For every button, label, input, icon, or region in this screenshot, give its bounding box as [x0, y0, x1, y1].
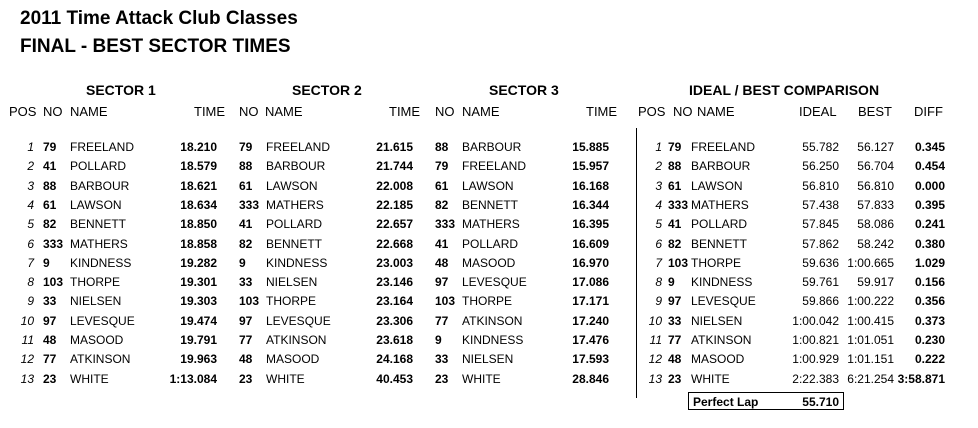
time-cell: 15.885: [572, 140, 609, 154]
time-cell: 15.957: [572, 159, 609, 173]
time-cell: 1:13.084: [169, 372, 217, 386]
no-cell: 79: [239, 140, 253, 154]
no-cell: 77: [435, 314, 449, 328]
pos-cell: 9: [655, 294, 662, 308]
col-pos: POS: [638, 104, 666, 119]
name-cell: POLLARD: [691, 217, 748, 231]
name-cell: MATHERS: [70, 237, 128, 251]
diff-cell: 0.000: [914, 179, 945, 193]
diff-cell: 0.230: [914, 333, 945, 347]
time-cell: 22.668: [376, 237, 413, 251]
pos-cell: 5: [27, 217, 34, 231]
no-cell: 33: [43, 294, 57, 308]
time-cell: 17.086: [572, 275, 609, 289]
pos-cell: 3: [27, 179, 34, 193]
name-cell: LEVESQUE: [462, 275, 527, 289]
time-cell: 16.970: [572, 256, 609, 270]
pos-cell: 5: [655, 217, 662, 231]
time-cell: 23.306: [376, 314, 413, 328]
time-cell: 19.303: [180, 294, 217, 308]
no-cell: 82: [43, 217, 57, 231]
no-cell: 77: [668, 333, 682, 347]
diff-cell: 0.156: [914, 275, 945, 289]
name-cell: LAWSON: [462, 179, 514, 193]
no-cell: 97: [239, 314, 253, 328]
name-cell: BENNETT: [266, 237, 323, 251]
no-cell: 41: [435, 237, 449, 251]
best-cell: 58.242: [857, 237, 894, 251]
pos-cell: 4: [655, 198, 662, 212]
ideal-cell: 2:22.383: [792, 372, 839, 386]
name-cell: MATHERS: [266, 198, 324, 212]
no-cell: 82: [668, 237, 682, 251]
time-cell: 22.657: [376, 217, 413, 231]
no-cell: 48: [435, 256, 449, 270]
time-cell: 18.634: [180, 198, 217, 212]
pos-cell: 7: [655, 256, 662, 270]
time-cell: 18.621: [180, 179, 217, 193]
name-cell: POLLARD: [266, 217, 323, 231]
name-cell: BENNETT: [70, 217, 127, 231]
no-cell: 23: [668, 372, 682, 386]
name-cell: FREELAND: [70, 140, 135, 154]
no-cell: 103: [435, 294, 456, 308]
no-cell: 41: [43, 159, 57, 173]
name-cell: ATKINSON: [691, 333, 752, 347]
pos-cell: 13: [20, 372, 34, 386]
col-no: NO: [673, 104, 693, 119]
name-cell: NIELSEN: [70, 294, 122, 308]
col-name: NAME: [70, 104, 108, 119]
no-cell: 48: [43, 333, 57, 347]
name-cell: BARBOUR: [691, 159, 751, 173]
pos-cell: 11: [649, 333, 662, 347]
col-no: NO: [43, 104, 63, 119]
name-cell: BARBOUR: [462, 140, 522, 154]
no-cell: 33: [239, 275, 253, 289]
name-cell: THORPE: [462, 294, 513, 308]
time-cell: 23.146: [376, 275, 413, 289]
time-cell: 18.579: [180, 159, 217, 173]
name-cell: WHITE: [70, 372, 109, 386]
pos-cell: 2: [27, 159, 34, 173]
diff-cell: 0.395: [914, 198, 945, 212]
name-cell: KINDNESS: [462, 333, 524, 347]
pos-cell: 3: [655, 179, 662, 193]
no-cell: 77: [239, 333, 253, 347]
no-cell: 23: [239, 372, 253, 386]
name-cell: FREELAND: [266, 140, 331, 154]
time-cell: 23.003: [376, 256, 413, 270]
no-cell: 88: [43, 179, 57, 193]
name-cell: MASOOD: [266, 352, 320, 366]
name-cell: FREELAND: [691, 140, 756, 154]
no-cell: 79: [435, 159, 449, 173]
col-best: BEST: [858, 104, 892, 119]
ideal-cell: 59.866: [802, 294, 839, 308]
no-cell: 333: [435, 217, 456, 231]
best-cell: 56.127: [857, 140, 894, 154]
name-cell: MATHERS: [462, 217, 520, 231]
pos-cell: 2: [655, 159, 662, 173]
ideal-cell: 1:00.929: [792, 352, 839, 366]
diff-cell: 0.373: [914, 314, 945, 328]
no-cell: 41: [239, 217, 253, 231]
time-cell: 19.282: [180, 256, 217, 270]
time-cell: 18.858: [180, 237, 217, 251]
perfect-lap-label: Perfect Lap: [693, 395, 759, 409]
no-cell: 33: [668, 314, 682, 328]
name-cell: KINDNESS: [266, 256, 328, 270]
no-cell: 103: [239, 294, 260, 308]
time-cell: 40.453: [376, 372, 413, 386]
no-cell: 97: [43, 314, 57, 328]
no-cell: 61: [43, 198, 57, 212]
name-cell: THORPE: [266, 294, 317, 308]
pos-cell: 13: [648, 372, 662, 386]
pos-cell: 10: [20, 314, 34, 328]
pos-cell: 9: [27, 294, 34, 308]
page-title: 2011 Time Attack Club Classes: [20, 8, 298, 29]
no-cell: 103: [668, 256, 689, 270]
no-cell: 9: [239, 256, 246, 270]
pos-cell: 1: [655, 140, 662, 154]
name-cell: ATKINSON: [462, 314, 523, 328]
no-cell: 9: [668, 275, 675, 289]
col-pos: POS: [9, 104, 37, 119]
sector2-title: SECTOR 2: [292, 82, 362, 98]
time-cell: 16.344: [572, 198, 609, 212]
name-cell: NIELSEN: [266, 275, 318, 289]
ideal-title: IDEAL / BEST COMPARISON: [689, 82, 880, 98]
best-cell: 57.833: [857, 198, 894, 212]
best-cell: 58.086: [857, 217, 894, 231]
diff-cell: 1.029: [914, 256, 945, 270]
best-cell: 1:01.051: [847, 333, 894, 347]
name-cell: KINDNESS: [70, 256, 132, 270]
diff-cell: 0.345: [914, 140, 945, 154]
name-cell: FREELAND: [462, 159, 527, 173]
time-cell: 23.164: [376, 294, 413, 308]
time-cell: 17.240: [572, 314, 609, 328]
best-cell: 1:00.665: [847, 256, 894, 270]
time-cell: 16.168: [572, 179, 609, 193]
time-cell: 28.846: [572, 372, 609, 386]
pos-cell: 8: [27, 275, 34, 289]
time-cell: 22.008: [376, 179, 413, 193]
no-cell: 41: [668, 217, 682, 231]
diff-cell: 0.222: [914, 352, 945, 366]
time-cell: 24.168: [376, 352, 413, 366]
diff-cell: 3:58.871: [897, 372, 945, 386]
time-cell: 21.744: [376, 159, 413, 173]
name-cell: LAWSON: [266, 179, 318, 193]
pos-cell: 12: [648, 352, 662, 366]
pos-cell: 10: [648, 314, 662, 328]
no-cell: 9: [435, 333, 442, 347]
pos-cell: 6: [655, 237, 662, 251]
col-no: NO: [239, 104, 259, 119]
no-cell: 333: [668, 198, 689, 212]
no-cell: 79: [668, 140, 682, 154]
name-cell: LEVESQUE: [266, 314, 331, 328]
ideal-cell: 56.250: [802, 159, 839, 173]
time-cell: 22.185: [376, 198, 413, 212]
pos-cell: 7: [27, 256, 34, 270]
col-name: NAME: [462, 104, 500, 119]
pos-cell: 8: [655, 275, 662, 289]
name-cell: WHITE: [691, 372, 730, 386]
perfect-lap-value: 55.710: [802, 395, 839, 409]
name-cell: MATHERS: [691, 198, 749, 212]
name-cell: LAWSON: [691, 179, 743, 193]
time-cell: 19.474: [180, 314, 217, 328]
col-no: NO: [435, 104, 455, 119]
ideal-cell: 59.761: [802, 275, 839, 289]
name-cell: NIELSEN: [462, 352, 514, 366]
no-cell: 333: [43, 237, 64, 251]
time-cell: 19.963: [180, 352, 217, 366]
time-cell: 16.395: [572, 217, 609, 231]
no-cell: 97: [668, 294, 682, 308]
no-cell: 9: [43, 256, 50, 270]
no-cell: 23: [43, 372, 57, 386]
no-cell: 88: [668, 159, 682, 173]
time-cell: 16.609: [572, 237, 609, 251]
time-cell: 17.593: [572, 352, 609, 366]
name-cell: MASOOD: [691, 352, 745, 366]
time-cell: 21.615: [376, 140, 413, 154]
no-cell: 61: [668, 179, 682, 193]
col-time: TIME: [389, 104, 421, 119]
time-cell: 19.791: [180, 333, 217, 347]
no-cell: 33: [435, 352, 449, 366]
time-cell: 18.850: [180, 217, 217, 231]
name-cell: LAWSON: [70, 198, 122, 212]
time-cell: 17.171: [572, 294, 609, 308]
best-cell: 1:00.415: [847, 314, 894, 328]
no-cell: 88: [239, 159, 253, 173]
name-cell: BENNETT: [691, 237, 748, 251]
best-cell: 6:21.254: [847, 372, 894, 386]
diff-cell: 0.454: [914, 159, 945, 173]
diff-cell: 0.356: [914, 294, 945, 308]
name-cell: BARBOUR: [70, 179, 130, 193]
ideal-cell: 55.782: [802, 140, 839, 154]
name-cell: KINDNESS: [691, 275, 753, 289]
col-diff: DIFF: [914, 104, 943, 119]
name-cell: THORPE: [70, 275, 121, 289]
no-cell: 88: [435, 140, 449, 154]
name-cell: BARBOUR: [266, 159, 326, 173]
time-cell: 23.618: [376, 333, 413, 347]
no-cell: 97: [435, 275, 449, 289]
best-cell: 59.917: [857, 275, 894, 289]
diff-cell: 0.241: [914, 217, 945, 231]
sector3-title: SECTOR 3: [489, 82, 559, 98]
col-name: NAME: [265, 104, 303, 119]
col-name: NAME: [697, 104, 735, 119]
column-divider: [636, 128, 637, 398]
time-cell: 17.476: [572, 333, 609, 347]
ideal-cell: 1:00.042: [792, 314, 839, 328]
name-cell: BENNETT: [462, 198, 519, 212]
ideal-cell: 56.810: [802, 179, 839, 193]
page-subtitle: FINAL - BEST SECTOR TIMES: [20, 36, 291, 57]
pos-cell: 4: [27, 198, 34, 212]
name-cell: POLLARD: [70, 159, 127, 173]
diff-cell: 0.380: [914, 237, 945, 251]
ideal-cell: 57.845: [802, 217, 839, 231]
no-cell: 61: [435, 179, 449, 193]
col-time: TIME: [194, 104, 226, 119]
no-cell: 61: [239, 179, 253, 193]
no-cell: 79: [43, 140, 57, 154]
name-cell: POLLARD: [462, 237, 519, 251]
name-cell: WHITE: [462, 372, 501, 386]
sector1-title: SECTOR 1: [86, 82, 156, 98]
name-cell: ATKINSON: [70, 352, 131, 366]
col-time: TIME: [586, 104, 618, 119]
time-cell: 18.210: [180, 140, 217, 154]
ideal-cell: 57.862: [802, 237, 839, 251]
pos-cell: 1: [27, 140, 34, 154]
perfect-lap-box: [688, 392, 844, 410]
best-cell: 56.810: [857, 179, 894, 193]
pos-cell: 11: [21, 333, 34, 347]
pos-cell: 12: [20, 352, 34, 366]
no-cell: 82: [239, 237, 253, 251]
best-cell: 56.704: [857, 159, 894, 173]
name-cell: LEVESQUE: [691, 294, 756, 308]
name-cell: WHITE: [266, 372, 305, 386]
no-cell: 48: [668, 352, 682, 366]
no-cell: 23: [435, 372, 449, 386]
name-cell: ATKINSON: [266, 333, 327, 347]
no-cell: 48: [239, 352, 253, 366]
name-cell: MASOOD: [70, 333, 124, 347]
name-cell: MASOOD: [462, 256, 516, 270]
ideal-cell: 59.636: [802, 256, 839, 270]
name-cell: NIELSEN: [691, 314, 743, 328]
no-cell: 82: [435, 198, 449, 212]
best-cell: 1:00.222: [847, 294, 894, 308]
no-cell: 333: [239, 198, 260, 212]
time-cell: 19.301: [180, 275, 217, 289]
name-cell: LEVESQUE: [70, 314, 135, 328]
no-cell: 77: [43, 352, 57, 366]
name-cell: THORPE: [691, 256, 742, 270]
col-ideal: IDEAL: [799, 104, 837, 119]
pos-cell: 6: [27, 237, 34, 251]
best-cell: 1:01.151: [847, 352, 894, 366]
ideal-cell: 57.438: [802, 198, 839, 212]
ideal-cell: 1:00.821: [792, 333, 839, 347]
no-cell: 103: [43, 275, 64, 289]
